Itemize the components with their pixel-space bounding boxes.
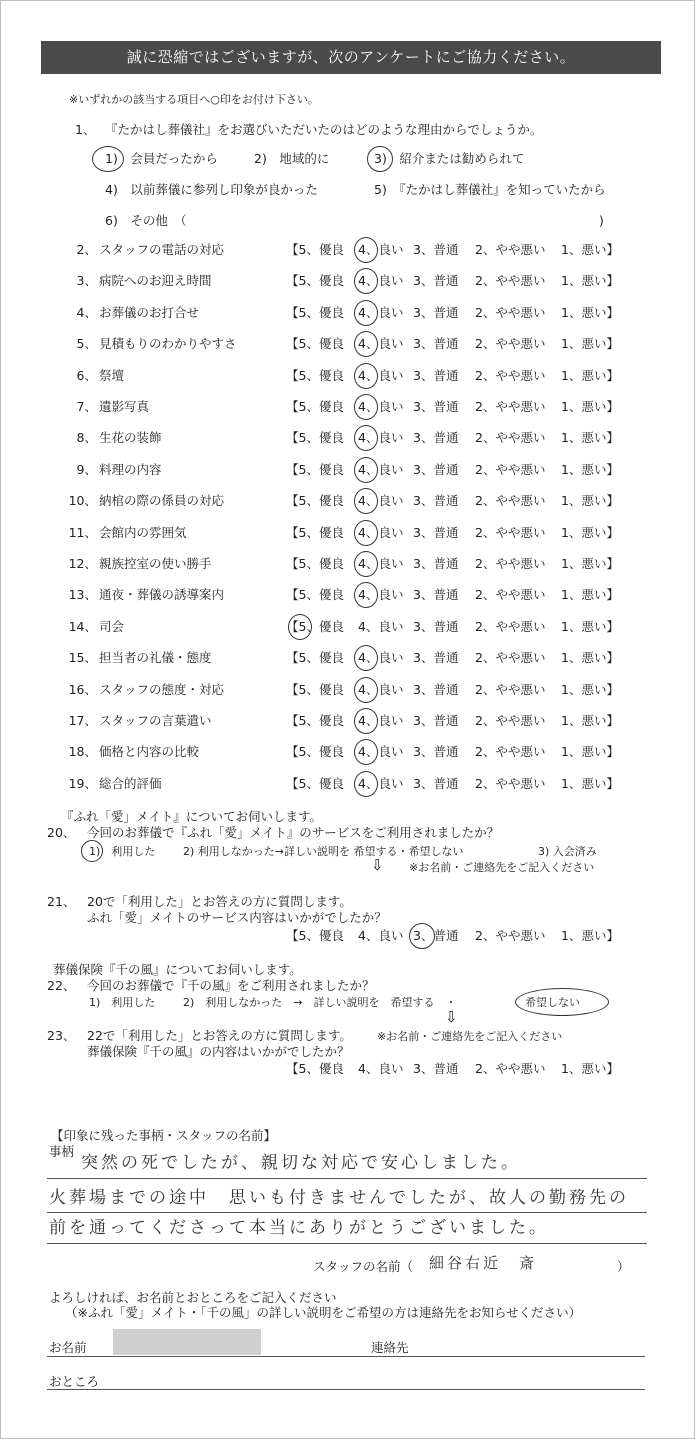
- rating-option[interactable]: 4、良い: [358, 336, 404, 352]
- q1-option-2: 2) 地域的に: [254, 151, 330, 166]
- rating-option[interactable]: 2、やや悪い: [475, 775, 546, 791]
- rating-option[interactable]: 3、普通: [413, 304, 459, 320]
- rating-question-number: 7、: [76, 399, 97, 414]
- rating-option[interactable]: 1、悪い】: [561, 273, 619, 289]
- q22-option-3-mark: [515, 988, 609, 1016]
- rating-question-text: 総合的評価: [99, 775, 162, 791]
- rating-option[interactable]: 【5、優良: [286, 273, 344, 289]
- q1-option-5: 5) 『たかはし葬儀社』を知っていたから: [374, 182, 606, 197]
- rating-option[interactable]: 4、良い: [358, 713, 404, 728]
- q20-option-1-mark: [81, 840, 103, 862]
- rating-question-number: 15、: [68, 650, 97, 666]
- rating-question-number: 9、: [76, 461, 97, 477]
- rating-option[interactable]: 1、悪い】: [561, 744, 619, 760]
- rating-option[interactable]: 2、やや悪い: [475, 713, 546, 728]
- impressions-rule-2: [47, 1212, 647, 1213]
- rating-option[interactable]: 【5、優良: [286, 399, 344, 414]
- rating-option[interactable]: 2、やや悪い: [475, 681, 546, 697]
- q1-option-6: 6) その他 （: [105, 213, 187, 228]
- rating-question-number: 3、: [76, 273, 97, 289]
- rating-question-number: 16、: [68, 681, 97, 697]
- rating-option[interactable]: 2、やや悪い: [475, 650, 546, 666]
- rating-selected-mark: [354, 457, 378, 483]
- rating-option[interactable]: 3、普通: [413, 744, 459, 760]
- rating-option[interactable]: 4、良い: [358, 367, 404, 383]
- rating-option[interactable]: 3、普通: [413, 556, 459, 571]
- name-label: お名前: [49, 1340, 87, 1355]
- rating-option[interactable]: 2、やや悪い: [475, 493, 546, 509]
- address-rule[interactable]: [47, 1389, 645, 1390]
- rating-option[interactable]: 1、悪い】: [561, 399, 619, 414]
- rating-question-number: 13、: [68, 587, 97, 603]
- rating-selected-mark: [354, 708, 378, 734]
- rating-option[interactable]: 4、良い: [358, 556, 404, 571]
- rating-option[interactable]: 2、やや悪い: [475, 556, 546, 571]
- q1-option-3-mark: [367, 146, 393, 172]
- rating-option[interactable]: 【5、優良: [286, 556, 344, 571]
- q22-text: 今回のお葬儀で『千の風』をご利用されましたか？: [87, 978, 375, 993]
- rating-option[interactable]: 1、悪い】: [561, 336, 619, 352]
- rating-question-text: 通夜・葬儀の誘導案内: [99, 587, 225, 603]
- q21-number: 21、: [47, 894, 76, 909]
- rating-question-number: 19、: [68, 775, 97, 791]
- rating-option[interactable]: 3、普通: [413, 242, 459, 257]
- q22-number: 22、: [47, 978, 76, 993]
- rating-question-number: 10、: [68, 493, 97, 509]
- rating-option[interactable]: 2、やや悪い: [475, 430, 546, 446]
- rating-question-number: 11、: [68, 524, 97, 540]
- rating-option[interactable]: 【5、優良: [286, 587, 344, 603]
- rating-question-number: 6、: [76, 367, 97, 383]
- rating-option[interactable]: 4、良い: [358, 775, 404, 791]
- staff-name-value: 細谷右近 斎: [429, 1254, 538, 1272]
- rating-option[interactable]: 3、普通: [413, 713, 459, 728]
- q1-text: 『たかはし葬儀社』をお選びいただいたのはどのような理由からでしょうか。: [105, 122, 543, 137]
- rating-option[interactable]: 3、普通: [413, 681, 459, 697]
- q23-scale-option[interactable]: 4、良い: [358, 1061, 404, 1076]
- rating-option[interactable]: 【5、優良: [286, 493, 344, 509]
- rating-question-text: 見積もりのわかりやすさ: [99, 336, 237, 352]
- staff-name-label: スタッフの名前（: [313, 1259, 414, 1274]
- name-redacted: [113, 1329, 261, 1355]
- rating-question-number: 2、: [76, 242, 97, 257]
- q21-scale-option[interactable]: 【5、優良: [286, 928, 344, 943]
- section-senkaze-title: 葬儀保険『千の風』についてお伺いします。: [53, 962, 302, 977]
- rating-option[interactable]: 1、悪い】: [561, 524, 619, 540]
- arrow-down-icon-2: ⇩: [445, 1008, 458, 1026]
- rating-question-number: 17、: [68, 713, 97, 728]
- rating-selected-mark: [354, 739, 378, 765]
- rating-option[interactable]: 3、普通: [413, 399, 459, 414]
- rating-option[interactable]: 2、やや悪い: [475, 242, 546, 257]
- rating-option[interactable]: 【5、優良: [286, 650, 344, 666]
- rating-selected-mark: [354, 520, 378, 546]
- rating-option[interactable]: 4、良い: [358, 461, 404, 477]
- rating-question-text: お葬儀のお打合せ: [99, 304, 200, 320]
- rating-option[interactable]: 4、良い: [358, 650, 404, 666]
- rating-question-text: 納棺の際の係員の対応: [99, 493, 225, 509]
- q21-scale-option[interactable]: 1、悪い】: [561, 928, 619, 943]
- rating-selected-mark: [354, 268, 378, 294]
- rating-option[interactable]: 1、悪い】: [561, 493, 619, 509]
- q1-other-close: ): [599, 213, 604, 228]
- rating-question-text: 親族控室の使い勝手: [99, 556, 212, 571]
- rating-option[interactable]: 4、良い: [358, 304, 404, 320]
- rating-option[interactable]: 【5、優良: [286, 618, 344, 634]
- name-rule[interactable]: [47, 1356, 645, 1357]
- impressions-label: 事柄: [49, 1144, 75, 1159]
- rating-option[interactable]: 1、悪い】: [561, 367, 619, 383]
- q21-scale-option[interactable]: 4、良い: [358, 928, 404, 943]
- contact-line-2: （※ふれ「愛」メイト・「千の風」の詳しい説明をご希望の方は連絡先をお知らせください）: [65, 1305, 582, 1320]
- rating-option[interactable]: 1、悪い】: [561, 681, 619, 697]
- rating-option[interactable]: 4、良い: [358, 242, 404, 257]
- q1-option-3: 3) 紹介または勧められて: [374, 151, 525, 166]
- q20-number: 20、: [47, 825, 76, 840]
- arrow-down-icon: ⇩: [371, 856, 384, 874]
- rating-option[interactable]: 4、良い: [358, 493, 404, 509]
- rating-option[interactable]: 【5、優良: [286, 524, 344, 540]
- q1-option-1: 1) 会員だったから: [105, 151, 218, 166]
- rating-option[interactable]: 【5、優良: [286, 744, 344, 760]
- rating-selected-mark: [354, 771, 378, 797]
- rating-question-number: 18、: [68, 744, 97, 760]
- rating-selected-mark: [354, 425, 378, 451]
- rating-option[interactable]: 1、悪い】: [561, 618, 619, 634]
- rating-option[interactable]: 4、良い: [358, 618, 404, 634]
- q23-scale-option[interactable]: 1、悪い】: [561, 1061, 619, 1076]
- rating-option[interactable]: 1、悪い】: [561, 775, 619, 791]
- rating-question-number: 8、: [76, 430, 97, 446]
- q20-text: 今回のお葬儀で『ふれ「愛」メイト』のサービスをご利用されましたか？: [87, 825, 500, 840]
- rating-selected-mark: [354, 551, 378, 577]
- rating-selected-mark: [354, 645, 378, 671]
- rating-option[interactable]: 1、悪い】: [561, 713, 619, 728]
- rating-option[interactable]: 3、普通: [413, 775, 459, 791]
- rating-question-text: 遺影写真: [99, 399, 150, 414]
- rating-question-text: スタッフの電話の対応: [99, 242, 225, 257]
- rating-option[interactable]: 【5、優良: [286, 242, 344, 257]
- rating-option[interactable]: 4、良い: [358, 681, 404, 697]
- q1-option-1-mark: [92, 146, 124, 172]
- rating-option[interactable]: 1、悪い】: [561, 304, 619, 320]
- rating-option[interactable]: 3、普通: [413, 650, 459, 666]
- rating-question-number: 12、: [68, 556, 97, 571]
- rating-option[interactable]: 4、良い: [358, 744, 404, 760]
- rating-option[interactable]: 2、やや悪い: [475, 587, 546, 603]
- q23-note: ※お名前・ご連絡先をご記入ください: [377, 1030, 563, 1043]
- rating-question-text: 料理の内容: [99, 461, 162, 477]
- rating-option[interactable]: 2、やや悪い: [475, 618, 546, 634]
- rating-question-number: 5、: [76, 336, 97, 352]
- rating-question-number: 14、: [68, 618, 97, 634]
- rating-question-text: スタッフの態度・対応: [99, 681, 225, 697]
- q23-scale-option[interactable]: 3、普通: [413, 1061, 459, 1076]
- address-label: おところ: [49, 1374, 100, 1389]
- rating-option[interactable]: 2、やや悪い: [475, 744, 546, 760]
- q21-scale-option[interactable]: 3、普通: [413, 928, 459, 943]
- rating-question-text: 司会: [99, 618, 125, 634]
- impressions-rule-1: [47, 1178, 647, 1179]
- rating-option[interactable]: 【5、優良: [286, 681, 344, 697]
- rating-selected-mark: [354, 331, 378, 357]
- rating-selected-mark: [354, 237, 378, 263]
- contact-label: 連絡先: [371, 1340, 409, 1355]
- rating-option[interactable]: 3、普通: [413, 461, 459, 477]
- q23-number: 23、: [47, 1028, 76, 1043]
- q21-line-2: ふれ「愛」メイトのサービス内容はいかがでしたか？: [87, 910, 387, 925]
- rating-option[interactable]: 4、良い: [358, 524, 404, 540]
- instruction: ※いずれかの該当する項目へ○印をお付け下さい。: [69, 93, 319, 106]
- rating-selected-mark: [354, 300, 378, 326]
- q22-option-3: 希望しない: [525, 996, 580, 1009]
- q23-scale-option[interactable]: 2、やや悪い: [475, 1061, 546, 1076]
- rating-option[interactable]: 2、やや悪い: [475, 367, 546, 383]
- rating-option[interactable]: 2、やや悪い: [475, 399, 546, 414]
- rating-question-number: 4、: [76, 304, 97, 320]
- rating-option[interactable]: 3、普通: [413, 618, 459, 634]
- rating-selected-mark: [354, 394, 378, 420]
- impressions-title: 【印象に残った事柄・スタッフの名前】: [51, 1128, 277, 1143]
- impressions-line-2: 火葬場までの途中 思いも付きませんでしたが、故人の勤務先の: [49, 1188, 629, 1208]
- q20-option-3: 3) 入会済み: [538, 845, 597, 858]
- rating-option[interactable]: 3、普通: [413, 493, 459, 509]
- q23-scale-option[interactable]: 【5、優良: [286, 1061, 344, 1076]
- rating-option[interactable]: 1、悪い】: [561, 556, 619, 571]
- rating-option[interactable]: 【5、優良: [286, 304, 344, 320]
- rating-question-text: 会館内の雰囲気: [99, 524, 187, 540]
- rating-option[interactable]: 【5、優良: [286, 430, 344, 446]
- rating-question-text: 生花の装飾: [99, 430, 162, 446]
- q1-number: 1、: [75, 122, 96, 137]
- rating-question-text: 病院へのお迎え時間: [99, 273, 212, 289]
- page-header: 誠に恐縮ではございますが、次のアンケートにご協力ください。: [41, 41, 661, 74]
- rating-option[interactable]: 1、悪い】: [561, 650, 619, 666]
- rating-option[interactable]: 2、やや悪い: [475, 336, 546, 352]
- q22-option-1: 1) 利用した: [89, 996, 156, 1009]
- rating-selected-mark: [288, 614, 312, 640]
- rating-option[interactable]: 4、良い: [358, 273, 404, 289]
- rating-option[interactable]: 3、普通: [413, 336, 459, 352]
- q23-line-2: 葬儀保険『千の風』の内容はいかがでしたか？: [87, 1044, 350, 1059]
- rating-option[interactable]: 1、悪い】: [561, 242, 619, 257]
- q20-option-1: 1) 利用した: [89, 845, 156, 858]
- rating-option[interactable]: 2、やや悪い: [475, 304, 546, 320]
- rating-option[interactable]: 2、やや悪い: [475, 273, 546, 289]
- q22-option-2: 2) 利用しなかった → 詳しい説明を 希望する ・: [183, 996, 457, 1009]
- rating-question-text: 担当者の礼儀・態度: [99, 650, 212, 666]
- rating-option[interactable]: 3、普通: [413, 524, 459, 540]
- contact-line-1: よろしければ、お名前とおところをご記入ください: [49, 1290, 337, 1305]
- impressions-rule-3: [47, 1243, 647, 1244]
- q23-line-1: 22で「利用した」とお答えの方に質問します。: [87, 1028, 352, 1043]
- rating-option[interactable]: 4、良い: [358, 399, 404, 414]
- rating-option[interactable]: 【5、優良: [286, 775, 344, 791]
- section-fure-title: 『ふれ「愛」メイト』についてお伺いします。: [61, 809, 323, 824]
- rating-option[interactable]: 3、普通: [413, 430, 459, 446]
- rating-selected-mark: [354, 488, 378, 514]
- staff-name-close: ）: [617, 1259, 630, 1274]
- rating-option[interactable]: 【5、優良: [286, 367, 344, 383]
- q20-option-2: 2) 利用しなかった→詳しい説明を 希望する・希望しない: [183, 845, 464, 858]
- rating-question-text: 祭壇: [99, 367, 125, 383]
- q1-option-4: 4) 以前葬儀に参列し印象が良かった: [105, 182, 318, 197]
- q21-scale-selected-mark: [409, 923, 435, 949]
- rating-option[interactable]: 【5、優良: [286, 461, 344, 477]
- q21-line-1: 20で「利用した」とお答えの方に質問します。: [87, 894, 352, 909]
- q21-scale-option[interactable]: 2、やや悪い: [475, 928, 546, 943]
- rating-selected-mark: [354, 582, 378, 608]
- rating-question-text: スタッフの言葉遣い: [99, 713, 212, 728]
- rating-option[interactable]: 4、良い: [358, 587, 404, 603]
- rating-selected-mark: [354, 363, 378, 389]
- rating-option[interactable]: 4、良い: [358, 430, 404, 446]
- rating-option[interactable]: 【5、優良: [286, 336, 344, 352]
- rating-option[interactable]: 【5、優良: [286, 713, 344, 728]
- rating-option[interactable]: 1、悪い】: [561, 587, 619, 603]
- rating-selected-mark: [354, 677, 378, 703]
- rating-option[interactable]: 3、普通: [413, 273, 459, 289]
- impressions-line-1: 突然の死でしたが、親切な対応で安心しました。: [81, 1153, 521, 1173]
- rating-option[interactable]: 3、普通: [413, 587, 459, 603]
- rating-option[interactable]: 1、悪い】: [561, 430, 619, 446]
- rating-option[interactable]: 2、やや悪い: [475, 524, 546, 540]
- rating-question-text: 価格と内容の比較: [99, 744, 200, 760]
- impressions-line-3: 前を通ってくださって本当にありがとうございました。: [49, 1218, 549, 1238]
- q20-note: ※お名前・ご連絡先をご記入ください: [409, 861, 595, 874]
- rating-option[interactable]: 2、やや悪い: [475, 461, 546, 477]
- rating-option[interactable]: 3、普通: [413, 367, 459, 383]
- rating-option[interactable]: 1、悪い】: [561, 461, 619, 477]
